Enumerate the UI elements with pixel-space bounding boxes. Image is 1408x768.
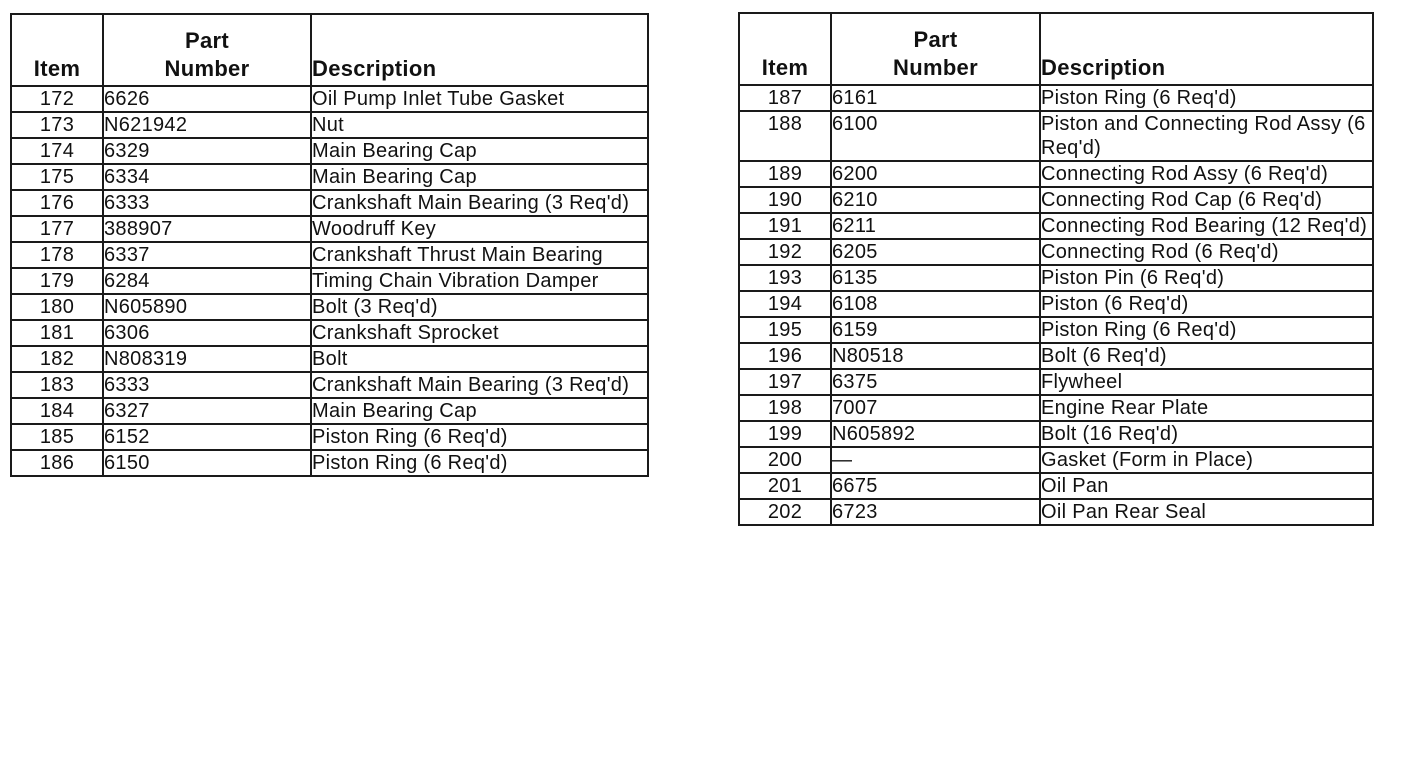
description-cell: Connecting Rod Assy (6 Req'd)	[1040, 161, 1373, 187]
part-number-cell: 6135	[831, 265, 1040, 291]
item-number-cell: 198	[739, 395, 831, 421]
item-number-cell: 172	[11, 86, 103, 112]
parts-table-left	[10, 13, 649, 477]
parts-table-right	[738, 12, 1374, 526]
part-number-cell: 6161	[831, 85, 1040, 111]
item-number-cell: 187	[739, 85, 831, 111]
description-cell: Flywheel	[1040, 369, 1373, 395]
part-number-cell: 6284	[103, 268, 311, 294]
table-row	[739, 111, 1373, 161]
table-row	[739, 85, 1373, 111]
table-row	[11, 86, 648, 112]
header-description: Description	[1040, 13, 1373, 85]
table-row	[739, 213, 1373, 239]
header-part-line2: Number	[893, 55, 978, 80]
table-row	[739, 369, 1373, 395]
item-number-cell: 184	[11, 398, 103, 424]
table-row	[739, 265, 1373, 291]
part-number-cell: 6200	[831, 161, 1040, 187]
item-number-cell: 186	[11, 450, 103, 476]
header-description: Description	[311, 14, 648, 86]
parts-table-left-body	[11, 86, 648, 476]
part-number-cell: 6723	[831, 499, 1040, 525]
part-number-cell: 6329	[103, 138, 311, 164]
table-row	[739, 499, 1373, 525]
parts-table-right-body	[739, 85, 1373, 525]
part-number-cell: 6205	[831, 239, 1040, 265]
part-number-cell: 6150	[103, 450, 311, 476]
item-number-cell: 177	[11, 216, 103, 242]
item-number-cell: 188	[739, 111, 831, 161]
table-row	[739, 291, 1373, 317]
part-number-cell: 6210	[831, 187, 1040, 213]
item-number-cell: 190	[739, 187, 831, 213]
table-row	[11, 450, 648, 476]
table-row	[739, 317, 1373, 343]
part-number-cell: 6152	[103, 424, 311, 450]
description-cell: Piston Ring (6 Req'd)	[311, 450, 648, 476]
table-row	[11, 216, 648, 242]
part-number-cell: 6327	[103, 398, 311, 424]
part-number-cell: N605890	[103, 294, 311, 320]
table-row	[11, 242, 648, 268]
description-cell: Piston Ring (6 Req'd)	[1040, 317, 1373, 343]
part-number-cell: 6333	[103, 372, 311, 398]
description-cell: Crankshaft Main Bearing (3 Req'd)	[311, 372, 648, 398]
table-row	[11, 424, 648, 450]
description-cell: Piston Ring (6 Req'd)	[1040, 85, 1373, 111]
table-row	[11, 164, 648, 190]
header-part-line1: Part	[913, 27, 958, 52]
item-number-cell: 196	[739, 343, 831, 369]
description-cell: Main Bearing Cap	[311, 398, 648, 424]
item-number-cell: 180	[11, 294, 103, 320]
part-number-cell: 6211	[831, 213, 1040, 239]
item-number-cell: 189	[739, 161, 831, 187]
description-cell: Piston Pin (6 Req'd)	[1040, 265, 1373, 291]
description-cell: Bolt (6 Req'd)	[1040, 343, 1373, 369]
description-cell: Woodruff Key	[311, 216, 648, 242]
item-number-cell: 183	[11, 372, 103, 398]
description-cell: Piston and Connecting Rod Assy (6 Req'd)	[1040, 111, 1373, 161]
part-number-cell: N808319	[103, 346, 311, 372]
table-row	[11, 346, 648, 372]
description-cell: Connecting Rod Cap (6 Req'd)	[1040, 187, 1373, 213]
description-cell: Connecting Rod Bearing (12 Req'd)	[1040, 213, 1373, 239]
part-number-cell: N621942	[103, 112, 311, 138]
item-number-cell: 173	[11, 112, 103, 138]
part-number-cell: 7007	[831, 395, 1040, 421]
part-number-cell: 6334	[103, 164, 311, 190]
table-row	[739, 187, 1373, 213]
part-number-cell: 388907	[103, 216, 311, 242]
description-cell: Crankshaft Sprocket	[311, 320, 648, 346]
header-part-line1: Part	[185, 28, 229, 53]
description-cell: Engine Rear Plate	[1040, 395, 1373, 421]
table-row	[11, 294, 648, 320]
part-number-cell: 6159	[831, 317, 1040, 343]
part-number-cell: 6333	[103, 190, 311, 216]
description-cell: Piston Ring (6 Req'd)	[311, 424, 648, 450]
part-number-cell: N605892	[831, 421, 1040, 447]
table-row	[11, 398, 648, 424]
item-number-cell: 185	[11, 424, 103, 450]
description-cell: Bolt	[311, 346, 648, 372]
part-number-cell: —	[831, 447, 1040, 473]
table-row	[739, 343, 1373, 369]
description-cell: Connecting Rod (6 Req'd)	[1040, 239, 1373, 265]
header-part-line2: Number	[164, 56, 250, 81]
table-row	[739, 161, 1373, 187]
header-part-number	[103, 14, 311, 86]
table-row	[11, 372, 648, 398]
table-row	[739, 395, 1373, 421]
item-number-cell: 176	[11, 190, 103, 216]
item-number-cell: 175	[11, 164, 103, 190]
part-number-cell: 6100	[831, 111, 1040, 161]
item-number-cell: 192	[739, 239, 831, 265]
item-number-cell: 179	[11, 268, 103, 294]
table-row	[11, 138, 648, 164]
part-number-cell: 6306	[103, 320, 311, 346]
item-number-cell: 195	[739, 317, 831, 343]
item-number-cell: 197	[739, 369, 831, 395]
part-number-cell: 6108	[831, 291, 1040, 317]
description-cell: Oil Pan Rear Seal	[1040, 499, 1373, 525]
part-number-cell: 6337	[103, 242, 311, 268]
description-cell: Nut	[311, 112, 648, 138]
item-number-cell: 178	[11, 242, 103, 268]
table-row	[11, 112, 648, 138]
description-cell: Crankshaft Thrust Main Bearing	[311, 242, 648, 268]
header-row	[11, 14, 648, 86]
description-cell: Piston (6 Req'd)	[1040, 291, 1373, 317]
part-number-cell: N80518	[831, 343, 1040, 369]
header-item: Item	[11, 14, 103, 86]
description-cell: Bolt (3 Req'd)	[311, 294, 648, 320]
header-row	[739, 13, 1373, 85]
table-row	[11, 190, 648, 216]
part-number-cell: 6626	[103, 86, 311, 112]
part-number-cell: 6375	[831, 369, 1040, 395]
item-number-cell: 199	[739, 421, 831, 447]
item-number-cell: 191	[739, 213, 831, 239]
item-number-cell: 200	[739, 447, 831, 473]
item-number-cell: 194	[739, 291, 831, 317]
table-row	[739, 421, 1373, 447]
description-cell: Bolt (16 Req'd)	[1040, 421, 1373, 447]
table-row	[11, 268, 648, 294]
description-cell: Oil Pump Inlet Tube Gasket	[311, 86, 648, 112]
part-number-cell: 6675	[831, 473, 1040, 499]
item-number-cell: 181	[11, 320, 103, 346]
description-cell: Gasket (Form in Place)	[1040, 447, 1373, 473]
item-number-cell: 202	[739, 499, 831, 525]
description-cell: Main Bearing Cap	[311, 138, 648, 164]
table-row	[739, 447, 1373, 473]
header-item: Item	[739, 13, 831, 85]
item-number-cell: 182	[11, 346, 103, 372]
table-row	[739, 239, 1373, 265]
description-cell: Main Bearing Cap	[311, 164, 648, 190]
table-row	[739, 473, 1373, 499]
header-part-number	[831, 13, 1040, 85]
item-number-cell: 193	[739, 265, 831, 291]
description-cell: Crankshaft Main Bearing (3 Req'd)	[311, 190, 648, 216]
item-number-cell: 201	[739, 473, 831, 499]
description-cell: Oil Pan	[1040, 473, 1373, 499]
item-number-cell: 174	[11, 138, 103, 164]
table-row	[11, 320, 648, 346]
description-cell: Timing Chain Vibration Damper	[311, 268, 648, 294]
